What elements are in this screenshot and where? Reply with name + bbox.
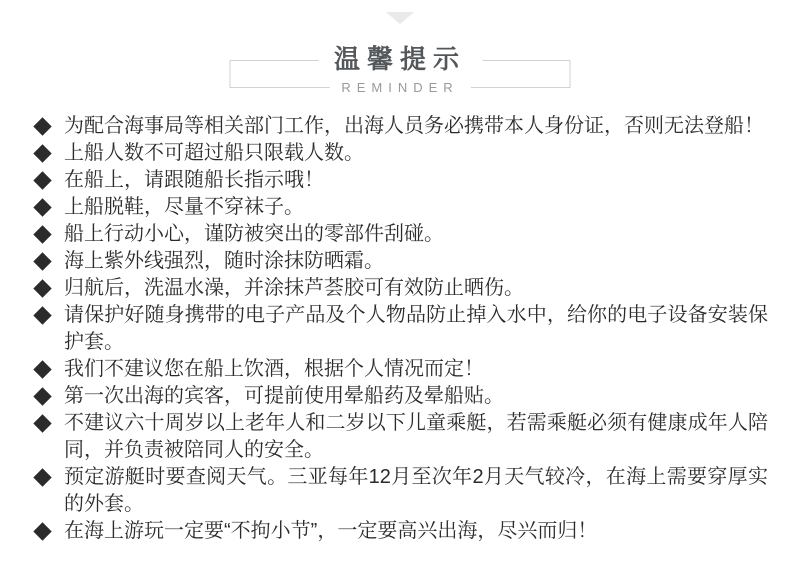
diamond-bullet-icon	[33, 198, 51, 216]
diamond-bullet-icon	[33, 252, 51, 270]
list-item-text: 在船上，请跟随船长指示哦！	[64, 169, 324, 191]
triangle-down-icon	[386, 12, 414, 24]
diamond-bullet-icon	[33, 144, 51, 162]
list-item-text: 上船脱鞋，尽量不穿袜子。	[64, 196, 304, 218]
diamond-bullet-icon	[33, 360, 51, 378]
list-item-text: 上船人数不可超过船只限载人数。	[64, 142, 364, 164]
header-box	[230, 44, 571, 95]
list-item	[34, 140, 768, 167]
list-item	[34, 302, 768, 356]
list-item-text: 我们不建议您在船上饮酒，根据个人情况而定！	[64, 358, 484, 380]
page-title: 温馨提示	[318, 45, 482, 73]
diamond-bullet-icon	[33, 117, 51, 135]
diamond-bullet-icon	[33, 468, 51, 486]
list-item	[34, 518, 768, 545]
diamond-bullet-icon	[33, 306, 51, 324]
list-item-text: 在海上游玩一定要“不拘小节”，一定要高兴出海，尽兴而归！	[64, 520, 598, 542]
page-subtitle: REMINDER	[329, 79, 470, 96]
list-item	[34, 383, 768, 410]
list-item-text: 归航后，洗温水澡，并涂抹芦荟胶可有效防止晒伤。	[64, 277, 524, 299]
list-item-text: 不建议六十周岁以上老年人和二岁以下儿童乘艇，若需乘艇必须有健康成年人陪同，并负责被陪同人的安全。	[64, 412, 768, 461]
diamond-bullet-icon	[33, 522, 51, 540]
diamond-bullet-icon	[33, 225, 51, 243]
list-item	[34, 410, 768, 464]
list-item-text: 请保护好随身携带的电子产品及个人物品防止掉入水中，给你的电子设备安装保护套。	[64, 304, 768, 353]
list-item-text: 船上行动小心，谨防被突出的零部件刮碰。	[64, 223, 444, 245]
list-item	[34, 221, 768, 248]
diamond-bullet-icon	[33, 414, 51, 432]
list-item	[34, 248, 768, 275]
list-item	[34, 275, 768, 302]
diamond-bullet-icon	[33, 387, 51, 405]
list-item-text: 第一次出海的宾客，可提前使用晕船药及晕船贴。	[64, 385, 504, 407]
list-item-text: 预定游艇时要查阅天气。三亚每年12月至次年2月天气较冷，在海上需要穿厚实的外套。	[64, 466, 768, 515]
list-item	[34, 194, 768, 221]
list-item	[34, 167, 768, 194]
list-item	[34, 356, 768, 383]
list-item-text: 海上紫外线强烈，随时涂抹防晒霜。	[64, 250, 384, 272]
diamond-bullet-icon	[33, 171, 51, 189]
reminder-list	[34, 113, 768, 545]
list-item	[34, 113, 768, 140]
list-item	[34, 464, 768, 518]
list-item-text: 为配合海事局等相关部门工作，出海人员务必携带本人身份证，否则无法登船！	[64, 115, 764, 137]
diamond-bullet-icon	[33, 279, 51, 297]
